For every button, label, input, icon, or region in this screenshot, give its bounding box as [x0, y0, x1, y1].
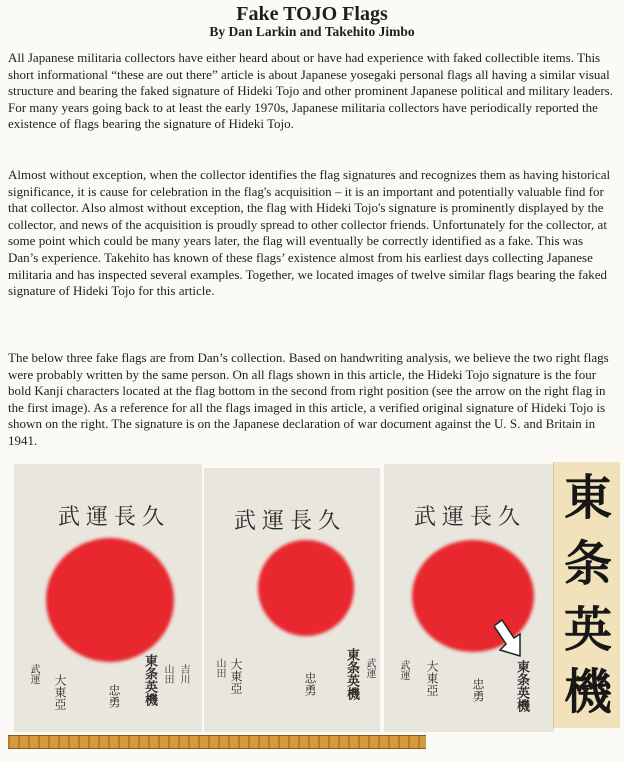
fake-flag-left	[14, 464, 202, 732]
flag-header-inscription: 武運長久	[234, 509, 347, 534]
article-paragraph-3: The below three fake flags are from Dan’s collection. Based on handwriting analysis, we believe the two right flags were probably written by the same person. On all flags shown in this article, the Hideki Tojo signature is the four bold Kanji characters located at the flag bottom in the second from right position (see the arrow on the right flag in the first image). As a reference for all the flags imaged in this article, a verified original signature of Hideki Tojo is shown on the right. The signature is on the Japanese declaration of war document against the U. S. and Britain in 1941.	[8, 350, 609, 448]
flag-signature: 吉川	[178, 664, 189, 684]
flag-header-inscription: 武運長久	[414, 505, 527, 530]
fake-flag-right	[384, 464, 554, 732]
flag-signature: 忠勇	[107, 684, 121, 708]
pointer-arrow-icon	[494, 618, 528, 658]
flag-signature: 武運	[398, 660, 409, 680]
article-paragraph-2: Almost without exception, when the collector identifies the flag signatures and recognizes them as having historical significance, it is cause for celebration in the flag's acquisition – it is an important and potentially valuable find for that collector. Also almost without exception, the flag with Hideki Tojo's signature is prominently displayed by the collector, and news of the acquisition is proudly spread to other collector friends. Unfortunately for the collector, at some point which could be many years later, the flag will eventually be correctly identified as a fake. This was Dan’s experience. Takehito has known of these flags’ existence almost from his earliest days collecting Japanese militaria and has inspected several examples. Together, we located images of twelve similar flags bearing the faked signature of Hideki Tojo for this article.	[8, 167, 611, 299]
article-paragraph-1: All Japanese militaria collectors have either heard about or have had experience with faked collectible items. This short informational “these are out there” article is about Japanese yosegaki personal flags all having a similar visual structure and bearing the faked signature of Hideki Tojo and other prominent Japanese political and military leaders. For many years going back to at least the early 1970s, Japanese militaria collectors have periodically reported the existence of flags bearing the signature of Hideki Tojo.	[8, 50, 613, 132]
signature-char: 東	[563, 470, 612, 526]
tojo-signature: 東条英機	[142, 654, 157, 706]
flag-signature: 大東亞	[53, 674, 67, 710]
flag-signature: 山田	[162, 664, 173, 684]
signature-char: 機	[563, 664, 612, 720]
rising-sun-disc	[258, 540, 354, 636]
page-title: Fake TOJO Flags	[236, 3, 388, 25]
flag-signature: 大東亞	[425, 660, 439, 696]
flag-signature: 武運	[28, 664, 39, 684]
flags-photograph	[0, 458, 624, 762]
rising-sun-disc	[46, 538, 174, 662]
flag-signature: 大東亞	[229, 658, 243, 694]
tojo-signature: 東条英機	[514, 660, 529, 712]
signature-char: 英	[563, 602, 612, 658]
flag-signature: 忠勇	[303, 672, 317, 696]
fake-flag-middle	[204, 468, 380, 732]
flag-signature: 武運	[364, 658, 375, 678]
original-tojo-signature	[553, 462, 620, 728]
author-byline: By Dan Larkin and Takehito Jimbo	[209, 24, 415, 39]
flag-header-inscription: 武運長久	[58, 505, 171, 530]
signature-char: 条	[563, 536, 612, 592]
flag-signature: 忠勇	[471, 678, 485, 702]
flag-signature: 山田	[214, 658, 225, 678]
measuring-ruler	[8, 735, 426, 749]
tojo-signature: 東条英機	[344, 648, 359, 700]
